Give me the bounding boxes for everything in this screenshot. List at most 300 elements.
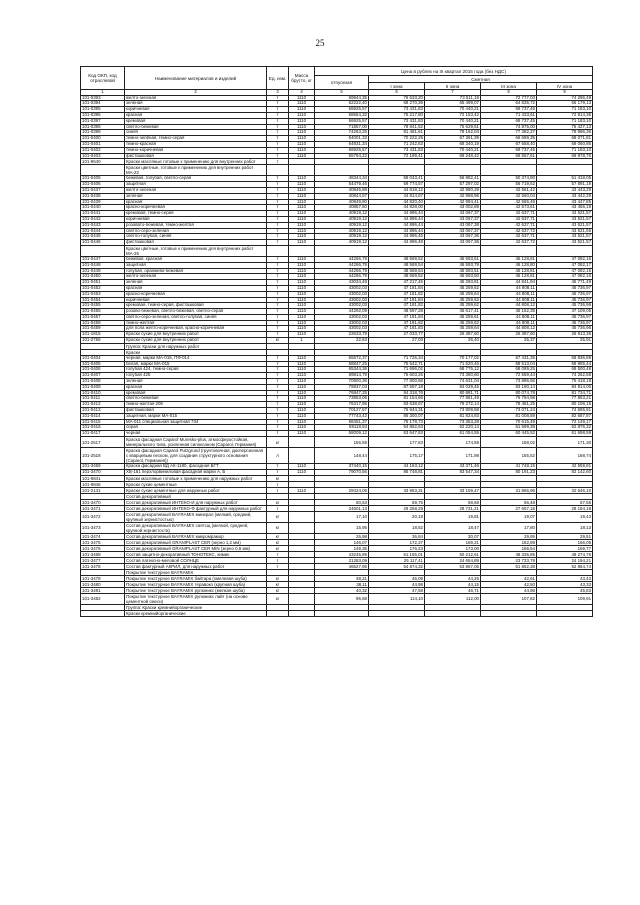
cell-code: 101-0448 bbox=[81, 262, 125, 268]
cell-price-zone-2: 77 851,49 bbox=[425, 396, 481, 402]
cell-name: защитная, марки МА-015 bbox=[125, 413, 267, 419]
cell-mass: 1110 bbox=[289, 228, 315, 234]
cell-price-zone-1: 44 896,44 bbox=[369, 211, 425, 217]
cell-price-zone-2: 45 259,62 bbox=[425, 297, 481, 303]
cell-price-otpusk: 48344,34 bbox=[315, 176, 369, 182]
cell-price-zone-2: 74 631,04 bbox=[425, 379, 481, 385]
cell-code: 101-0406 bbox=[81, 182, 125, 188]
cell-price-zone-4: 72 149,17 bbox=[537, 419, 593, 425]
cell-code: 101-0451 bbox=[81, 280, 125, 286]
cell-code: 101-3476 bbox=[81, 545, 125, 551]
cell-price-otpusk bbox=[315, 165, 369, 176]
cell-mass: 1110 bbox=[289, 147, 315, 153]
cell-price-zone-4: 43,33 bbox=[537, 581, 593, 587]
cell-name: красная bbox=[125, 112, 267, 118]
cell-name: светло-голубая, синяя bbox=[125, 234, 267, 240]
cell-price-otpusk: 65794,22 bbox=[315, 153, 369, 159]
cell-price-otpusk: 40919,12 bbox=[315, 234, 369, 240]
cell-mass: 1110 bbox=[289, 101, 315, 107]
cell-name: Краски сухие для внутренних работ bbox=[125, 338, 267, 344]
cell-name: Группа: Краски для наружных работ bbox=[125, 343, 267, 349]
cell-price-otpusk: 69944,35 bbox=[315, 95, 369, 101]
header-unit: Ед. изм. bbox=[267, 67, 289, 90]
cell-price-zone-1: 59,75 bbox=[369, 499, 425, 505]
cell-price-otpusk: 43002,03 bbox=[315, 320, 369, 326]
cell-price-zone-4: 42 559,81 bbox=[537, 464, 593, 470]
cell-code: 101-0440 bbox=[81, 205, 125, 211]
cell-price-otpusk bbox=[315, 245, 369, 256]
cell-code: 101-0414 bbox=[81, 413, 125, 419]
cell-price-otpusk: 64931,34 bbox=[315, 141, 369, 147]
cell-unit: т bbox=[267, 112, 289, 118]
cell-name: Группа: Краски кремнийорганические bbox=[125, 604, 267, 610]
cell-unit: т bbox=[267, 101, 289, 107]
cell-price-otpusk: 43002,03 bbox=[315, 326, 369, 332]
cell-unit: кг bbox=[267, 581, 289, 587]
cell-price-zone-2: 43 067,37 bbox=[425, 228, 481, 234]
cell-mass: 1110 bbox=[289, 280, 315, 286]
cell-price-zone-4: 168,74 bbox=[537, 448, 593, 464]
cell-price-zone-1: 44 828,00 bbox=[369, 205, 425, 211]
cell-price-zone-1 bbox=[369, 245, 425, 256]
cell-price-otpusk: 68451,37 bbox=[315, 419, 369, 425]
cell-name: Краски сухие цементные для наружных работ bbox=[125, 487, 267, 493]
cell-price-zone-1: 48 569,52 bbox=[369, 256, 425, 262]
cell-price-zone-3: 69 737,45 bbox=[481, 118, 537, 124]
cell-price-zone-1: 84 318,76 bbox=[369, 390, 425, 396]
cell-price-zone-1: 44 896,48 bbox=[369, 240, 425, 246]
cell-price-zone-2: 45 593,51 bbox=[425, 256, 481, 262]
table-section-row bbox=[81, 165, 593, 176]
cell-price-zone-4: 47 082,17 bbox=[537, 262, 593, 268]
cell-price-otpusk: 15,95 bbox=[315, 522, 369, 533]
cell-price-zone-2: 72 153,42 bbox=[425, 112, 481, 118]
cell-price-zone-1: 75 178,73 bbox=[369, 419, 425, 425]
cell-price-zone-4: 52 864,74 bbox=[537, 563, 593, 569]
cell-mass: 1110 bbox=[289, 222, 315, 228]
cell-unit: т bbox=[267, 193, 289, 199]
table-section-row bbox=[81, 511, 593, 522]
cell-code: 101-9640 bbox=[81, 159, 125, 165]
cell-price-zone-4: 171,30 bbox=[537, 437, 593, 448]
cell-price-zone-1: 73 431,83 bbox=[369, 118, 425, 124]
cell-price-otpusk: 64001,33 bbox=[315, 136, 369, 142]
header-mass: Масса брутто, кг bbox=[289, 67, 315, 90]
cell-mass bbox=[289, 610, 315, 616]
cell-unit: т bbox=[267, 280, 289, 286]
cell-name: красная bbox=[125, 384, 267, 390]
cell-unit bbox=[267, 245, 289, 256]
cell-code: 101-0456 bbox=[81, 309, 125, 315]
cell-price-zone-1: 81 154,66 bbox=[369, 396, 425, 402]
cell-price-zone-1: 48 597,28 bbox=[369, 309, 425, 315]
cell-price-zone-1: 44 814,67 bbox=[369, 193, 425, 199]
cell-price-zone-2: 24 654,89 bbox=[425, 557, 481, 563]
cell-price-zone-1: 76 633,20 bbox=[369, 95, 425, 101]
cell-price-zone-3: 42 565,48 bbox=[481, 199, 537, 205]
cell-price-zone-4: 68 836,89 bbox=[537, 355, 593, 361]
cell-price-zone-3: 81 008,59 bbox=[481, 413, 537, 419]
cell-mass: 1110 bbox=[289, 274, 315, 280]
cell-mass: 1110 bbox=[289, 182, 315, 188]
cell-price-zone-1: 75 217,80 bbox=[369, 112, 425, 118]
cell-price-zone-3: 45 128,81 bbox=[481, 256, 537, 262]
cell-mass: 1110 bbox=[289, 297, 315, 303]
cell-price-zone-3: 60 445,52 bbox=[481, 431, 537, 437]
cell-price-zone-3 bbox=[481, 245, 537, 256]
cell-price-otpusk: 69814,79 bbox=[315, 373, 369, 379]
cell-price-otpusk: 148,44 bbox=[315, 448, 369, 464]
cell-price-zone-3: 42,61 bbox=[481, 575, 537, 581]
cell-code: 101-0396 bbox=[81, 112, 125, 118]
cell-name: Краски сухие цементные bbox=[125, 481, 267, 487]
cell-price-zone-2: 61 054,55 bbox=[425, 431, 481, 437]
cell-price-zone-1 bbox=[369, 610, 425, 616]
column-index: 3 bbox=[267, 90, 289, 96]
column-index: 4 bbox=[289, 90, 315, 96]
cell-name: бежевая, голубая, светло-серая bbox=[125, 176, 267, 182]
cell-price-zone-2: 174,59 bbox=[425, 437, 481, 448]
cell-price-otpusk: 44292,09 bbox=[315, 309, 369, 315]
cell-price-zone-4: 69 500,48 bbox=[537, 367, 593, 373]
cell-mass: 1110 bbox=[289, 355, 315, 361]
cell-price-zone-2: 42 988,95 bbox=[425, 193, 481, 199]
cell-price-zone-3: 44 808,11 bbox=[481, 297, 537, 303]
cell-mass: 1110 bbox=[289, 112, 315, 118]
cell-mass: 1110 bbox=[289, 216, 315, 222]
cell-price-zone-3: 42 637,71 bbox=[481, 222, 537, 228]
cell-price-otpusk: 77743,42 bbox=[315, 413, 369, 419]
cell-price-zone-1: 59 774,57 bbox=[369, 182, 425, 188]
cell-price-zone-1: 85 300,07 bbox=[369, 413, 425, 419]
cell-price-zone-4: 57 891,19 bbox=[537, 182, 593, 188]
cell-price-otpusk: 74263,25 bbox=[315, 130, 369, 136]
cell-price-zone-1: 73 431,83 bbox=[369, 107, 425, 113]
cell-price-zone-4: 68 071,81 bbox=[537, 136, 593, 142]
cell-name: черная bbox=[125, 431, 267, 437]
cell-price-zone-3: 44,96 bbox=[481, 587, 537, 593]
cell-unit: т bbox=[267, 228, 289, 234]
cell-mass: 1110 bbox=[289, 234, 315, 240]
cell-price-zone-3: 166,54 bbox=[481, 545, 537, 551]
cell-unit: т bbox=[267, 107, 289, 113]
cell-price-zone-1: 68 270,39 bbox=[369, 101, 425, 107]
cell-price-otpusk: 68554,32 bbox=[315, 112, 369, 118]
cell-unit: т bbox=[267, 481, 289, 487]
cell-price-otpusk: 21283,09 bbox=[315, 557, 369, 563]
cell-unit: кг bbox=[267, 522, 289, 533]
cell-price-otpusk: 44266,79 bbox=[315, 274, 369, 280]
column-index: 5 bbox=[315, 90, 369, 96]
cell-mass: 1110 bbox=[289, 419, 315, 425]
cell-price-zone-4: 45 736,97 bbox=[537, 285, 593, 291]
cell-code: 101-3471 bbox=[81, 505, 125, 511]
cell-mass: 1110 bbox=[289, 464, 315, 470]
cell-price-zone-4: 72 914,35 bbox=[537, 112, 593, 118]
cell-price-zone-4: 43 521,57 bbox=[537, 234, 593, 240]
cell-unit: т bbox=[267, 240, 289, 246]
cell-unit: т bbox=[267, 361, 289, 367]
cell-name: Покрытие текстурное BAYRAMIX рулюникс лайт (на основе цементной смеси) bbox=[125, 593, 267, 604]
cell-price-zone-1: 44 818,12 bbox=[369, 187, 425, 193]
cell-price-zone-4: 43 521,56 bbox=[537, 228, 593, 234]
cell-price-otpusk: 76317,95 bbox=[315, 402, 369, 408]
cell-price-zone-1: 77 800,68 bbox=[369, 379, 425, 385]
cell-name: желто-зеленая bbox=[125, 187, 267, 193]
cell-mass: 1110 bbox=[289, 379, 315, 385]
cell-price-zone-2: 68 340,19 bbox=[425, 141, 481, 147]
cell-unit: т bbox=[267, 464, 289, 470]
cell-price-zone-1: 177,83 bbox=[369, 437, 425, 448]
cell-price-otpusk: 79070,56 bbox=[315, 469, 369, 475]
cell-price-otpusk: 149,35 bbox=[315, 545, 369, 551]
cell-price-zone-4: 45 736,97 bbox=[537, 320, 593, 326]
cell-name: коричневая bbox=[125, 107, 267, 113]
cell-price-otpusk: 17,10 bbox=[315, 511, 369, 522]
cell-price-zone-2: 43 067,37 bbox=[425, 216, 481, 222]
cell-unit bbox=[267, 610, 289, 616]
cell-unit: т bbox=[267, 402, 289, 408]
cell-code: 101-0413 bbox=[81, 408, 125, 414]
cell-name: темно-красная bbox=[125, 141, 267, 147]
column-index: 7 bbox=[425, 90, 481, 96]
cell-name: МА-011 специальная защитная 734 bbox=[125, 419, 267, 425]
cell-mass: 1110 bbox=[289, 193, 315, 199]
cell-price-zone-2: 46 617,41 bbox=[425, 309, 481, 315]
cell-price-zone-2: 73 353,28 bbox=[425, 419, 481, 425]
cell-name: коричневая bbox=[125, 297, 267, 303]
cell-unit: т bbox=[267, 124, 289, 130]
cell-unit: т bbox=[267, 274, 289, 280]
cell-mass: 1110 bbox=[289, 240, 315, 246]
cell-unit: т bbox=[267, 355, 289, 361]
cell-price-zone-2: 46 593,51 bbox=[425, 268, 481, 274]
cell-price-zone-4: 61 698,59 bbox=[537, 431, 593, 437]
cell-price-zone-3: 83 190,14 bbox=[481, 384, 537, 390]
cell-price-zone-1: 47 181,83 bbox=[369, 326, 425, 332]
cell-code: 101-3472 bbox=[81, 511, 125, 522]
cell-mass: 1110 bbox=[289, 469, 315, 475]
cell-price-zone-4: 84 914,06 bbox=[537, 384, 593, 390]
cell-price-zone-3: 56,48 bbox=[481, 499, 537, 505]
cell-price-zone-4: 43 521,57 bbox=[537, 211, 593, 217]
table-body bbox=[81, 95, 593, 616]
cell-price-zone-1: 47 181,84 bbox=[369, 314, 425, 320]
cell-price-zone-1: 73 431,83 bbox=[369, 147, 425, 153]
cell-code: 101-3477 bbox=[81, 557, 125, 563]
cell-price-otpusk: 38,21 bbox=[315, 575, 369, 581]
cell-code: 101-0415 bbox=[81, 419, 125, 425]
cell-price-zone-3: 19,07 bbox=[481, 511, 537, 522]
cell-price-zone-3: 69 737,45 bbox=[481, 107, 537, 113]
cell-unit: т bbox=[267, 222, 289, 228]
cell-price-zone-4: 109,91 bbox=[537, 593, 593, 604]
table-section-row bbox=[81, 593, 593, 604]
cell-price-zone-4: 28 194,18 bbox=[537, 505, 593, 511]
cell-price-zone-1: 44 820,40 bbox=[369, 199, 425, 205]
cell-mass: 1110 bbox=[289, 124, 315, 130]
cell-mass: 1110 bbox=[289, 303, 315, 309]
cell-price-zone-2: 30,07 bbox=[425, 533, 481, 539]
cell-mass: 1110 bbox=[289, 187, 315, 193]
cell-unit: т bbox=[267, 379, 289, 385]
cell-price-zone-4: 45 771,49 bbox=[537, 280, 593, 286]
cell-unit: кг bbox=[267, 499, 289, 505]
cell-price-zone-4: 69 865,44 bbox=[537, 361, 593, 367]
cell-unit: кг bbox=[267, 533, 289, 539]
cell-code: 101-0441 bbox=[81, 211, 125, 217]
cell-price-otpusk: 79837,03 bbox=[315, 384, 369, 390]
cell-price-zone-4: 71 183,10 bbox=[537, 107, 593, 113]
cell-name: коричневая bbox=[125, 216, 267, 222]
table-section-row bbox=[81, 437, 593, 448]
cell-code: 101-9846 bbox=[81, 481, 125, 487]
cell-price-zone-3: 69 737,45 bbox=[481, 147, 537, 153]
cell-price-zone-2: 73 511,19 bbox=[425, 95, 481, 101]
cell-price-zone-3: 67 431,35 bbox=[481, 355, 537, 361]
cell-code: 101-0437 bbox=[81, 187, 125, 193]
cell-price-zone-2: 58,68 bbox=[425, 499, 481, 505]
cell-price-zone-3: 51 852,38 bbox=[481, 563, 537, 569]
cell-price-zone-3: 74 875,00 bbox=[481, 124, 537, 130]
cell-name: защитная bbox=[125, 182, 267, 188]
cell-code: 101-0407 bbox=[81, 373, 125, 379]
cell-price-otpusk: 37440,15 bbox=[315, 464, 369, 470]
cell-price-zone-1: 44 896,45 bbox=[369, 234, 425, 240]
cell-code: 101-2141 bbox=[81, 487, 125, 493]
cell-code: 101-1815 bbox=[81, 332, 125, 338]
cell-price-zone-4: 169,77 bbox=[537, 545, 593, 551]
cell-price-zone-4: 43 443,29 bbox=[537, 187, 593, 193]
cell-mass: 1110 bbox=[289, 384, 315, 390]
cell-price-zone-3: 44 841,94 bbox=[481, 280, 537, 286]
cell-name: зеленая bbox=[125, 193, 267, 199]
cell-price-zone-1: 83 638,67 bbox=[369, 402, 425, 408]
cell-price-zone-1: 87 597,18 bbox=[369, 384, 425, 390]
cell-name: красная bbox=[125, 199, 267, 205]
cell-name: красная bbox=[125, 285, 267, 291]
cell-mass: 1110 bbox=[289, 285, 315, 291]
cell-price-otpusk: 43002,03 bbox=[315, 314, 369, 320]
cell-price-zone-3: 44 808,11 bbox=[481, 291, 537, 297]
cell-name: Краски сухие для внутренних работ bbox=[125, 332, 267, 338]
cell-price-zone-1: 25 117,41 bbox=[369, 557, 425, 563]
cell-unit: кг bbox=[267, 593, 289, 604]
cell-price-zone-2: 69 248,42 bbox=[425, 153, 481, 159]
cell-price-zone-3 bbox=[481, 165, 537, 176]
cell-price-zone-2: 75 629,51 bbox=[425, 124, 481, 130]
cell-mass: 1110 bbox=[289, 408, 315, 414]
cell-price-zone-1: 76 944,31 bbox=[369, 408, 425, 414]
cell-price-otpusk: 59118,53 bbox=[315, 425, 369, 431]
cell-price-zone-2: 70 440,21 bbox=[425, 107, 481, 113]
cell-unit: кг bbox=[267, 587, 289, 593]
cell-price-zone-1: 54 874,32 bbox=[369, 563, 425, 569]
cell-code: 101-3470 bbox=[81, 499, 125, 505]
cell-price-zone-3: 41 748,15 bbox=[481, 464, 537, 470]
cell-mass: 1 bbox=[289, 338, 315, 344]
cell-price-zone-2: 70 440,21 bbox=[425, 118, 481, 124]
cell-name: серая bbox=[125, 425, 267, 431]
cell-unit: т bbox=[267, 469, 289, 475]
cell-mass bbox=[289, 437, 315, 448]
cell-mass bbox=[289, 165, 315, 176]
cell-price-zone-4: 32 546,10 bbox=[537, 487, 593, 493]
cell-price-zone-4: 47 082,16 bbox=[537, 256, 593, 262]
cell-price-zone-4: 62 876,32 bbox=[537, 425, 593, 431]
cell-unit: т bbox=[267, 505, 289, 511]
cell-price-otpusk: 40919,12 bbox=[315, 240, 369, 246]
cell-mass: 1110 bbox=[289, 136, 315, 142]
cell-unit: т bbox=[267, 413, 289, 419]
column-index: 9 bbox=[537, 90, 593, 96]
cell-price-zone-2: 84 029,45 bbox=[425, 384, 481, 390]
cell-price-zone-2: 43 067,36 bbox=[425, 234, 481, 240]
cell-price-zone-3: 73 886,56 bbox=[481, 379, 537, 385]
cell-price-zone-2 bbox=[425, 165, 481, 176]
cell-price-zone-4: 51 418,05 bbox=[537, 176, 593, 182]
cell-price-zone-3: 50 374,80 bbox=[481, 176, 537, 182]
cell-price-zone-2: 43 067,38 bbox=[425, 222, 481, 228]
cell-price-zone-1: 44 896,44 bbox=[369, 228, 425, 234]
cell-unit: т bbox=[267, 551, 289, 557]
cell-code: 101-2518 bbox=[81, 448, 125, 464]
cell-price-otpusk: 43034,48 bbox=[315, 280, 369, 286]
cell-price-zone-1: 47 217,45 bbox=[369, 280, 425, 286]
cell-unit: л bbox=[267, 448, 289, 464]
cell-price-zone-1: 44,98 bbox=[369, 581, 425, 587]
cell-price-zone-1: 47 181,82 bbox=[369, 303, 425, 309]
cell-price-zone-1: 71 696,02 bbox=[369, 367, 425, 373]
cell-price-otpusk: 156,59 bbox=[315, 437, 369, 448]
cell-name: Состав декоративный BAYRAMIX саятсщ (мелкой, средней, крупной зернистости) bbox=[125, 522, 267, 533]
cell-price-otpusk: 40857,60 bbox=[315, 205, 369, 211]
cell-price-zone-1: 47 181,84 bbox=[369, 297, 425, 303]
cell-price-zone-4: 43 456,19 bbox=[537, 205, 593, 211]
cell-unit: т bbox=[267, 309, 289, 315]
cell-price-zone-1: 47 181,84 bbox=[369, 285, 425, 291]
cell-price-otpusk: 40919,12 bbox=[315, 222, 369, 228]
cell-name: Состав фактурный АКРИЛ, для наружных работ bbox=[125, 563, 267, 569]
cell-price-zone-1: 27,03 bbox=[369, 338, 425, 344]
cell-code: 101-0412 bbox=[81, 402, 125, 408]
cell-price-zone-3: 23 733,78 bbox=[481, 557, 537, 563]
header-smetnaya: Сметная bbox=[369, 76, 593, 83]
cell-code: 101-2756 bbox=[81, 338, 125, 344]
cell-name: темно-желтая 209 bbox=[125, 402, 267, 408]
cell-price-zone-1: 70 222,25 bbox=[369, 136, 425, 142]
cell-code: 101-0438 bbox=[81, 193, 125, 199]
cell-name: Краска фасадная ВД АК-1180, фасадная БГТ bbox=[125, 464, 267, 470]
cell-code: 101-0403 bbox=[81, 153, 125, 159]
cell-unit: т bbox=[267, 390, 289, 396]
cell-price-zone-3: 48 336,85 bbox=[481, 551, 537, 557]
cell-price-zone-2: 45 259,64 bbox=[425, 326, 481, 332]
cell-price-zone-3: 162,89 bbox=[481, 539, 537, 545]
cell-name: зеленая bbox=[125, 280, 267, 286]
cell-price-zone-3: 67 658,40 bbox=[481, 141, 537, 147]
cell-name: Покрытие текстурное BAYRAMIX рулюникс (мелкая шуба) bbox=[125, 587, 267, 593]
cell-price-zone-2: 44,26 bbox=[425, 575, 481, 581]
cell-unit: т bbox=[267, 367, 289, 373]
cell-code: 101-0444 bbox=[81, 228, 125, 234]
cell-price-zone-1: 29 268,29 bbox=[369, 505, 425, 511]
cell-code: 101-3479 bbox=[81, 575, 125, 581]
cell-price-zone-3: 44 808,12 bbox=[481, 303, 537, 309]
cell-code: 101-3481 bbox=[81, 587, 125, 593]
cell-name: желто-зеленая bbox=[125, 95, 267, 101]
header-name: Наименование материалов и изделий bbox=[125, 67, 267, 90]
